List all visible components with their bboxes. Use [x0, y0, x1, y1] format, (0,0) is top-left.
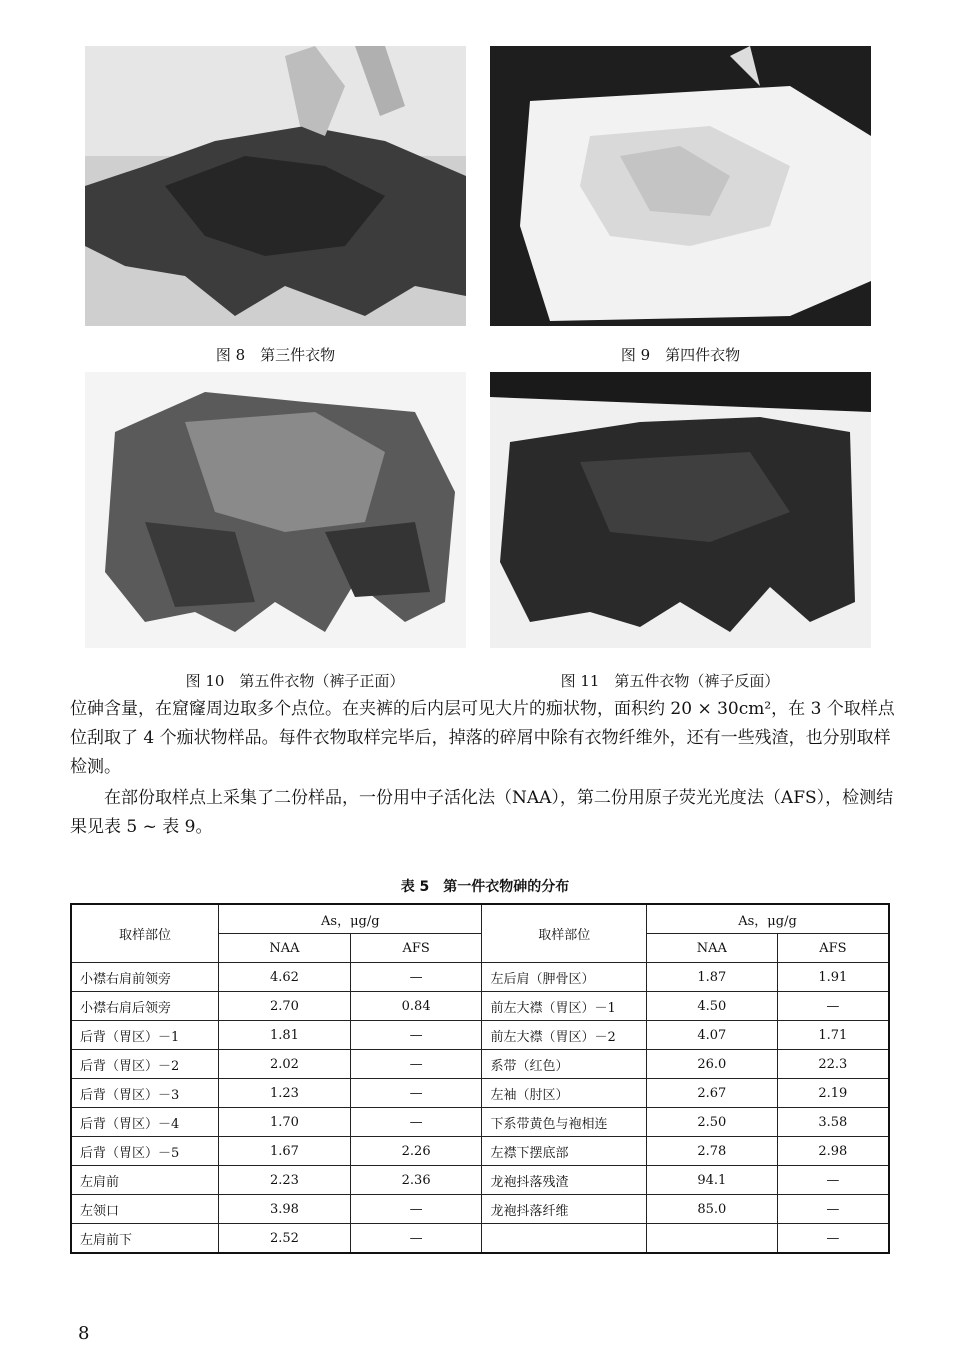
cell-naa: 85.0 [647, 1195, 778, 1224]
cell-afs: — [350, 1108, 482, 1137]
header-afs-right: AFS [777, 934, 889, 963]
cell-location: 龙袍抖落纤维 [482, 1195, 647, 1224]
header-as-right: As，μg/g [647, 904, 889, 934]
body-text [70, 695, 900, 842]
cell-naa: 3.98 [219, 1195, 351, 1224]
cell-location: 下系带黄色与袍相连 [482, 1108, 647, 1137]
table-row [71, 1166, 889, 1195]
cell-naa: 94.1 [647, 1166, 778, 1195]
cell-naa [647, 1224, 778, 1254]
header-as-left: As，μg/g [219, 904, 482, 934]
figure-11-caption: 图 11 第五件衣物（裤子反面） [560, 672, 780, 690]
cell-naa: 1.87 [647, 963, 778, 992]
figure-9-caption: 图 9 第四件衣物 [620, 346, 741, 364]
figure-8-caption: 图 8 第三件衣物 [215, 346, 336, 364]
cell-afs: 0.84 [350, 992, 482, 1021]
table-row [71, 1050, 889, 1079]
paragraph-1: 位砷含量，在窟窿周边取多个点位。在夹裤的后内层可见大片的痂状物，面积约 20 × 30cm²，在 3 个取样点位刮取了 4 个痂状物样品。每件衣物取样完毕后，掉落的碎屑中除有衣物纤维外，还有一些残渣，也分别取样检测。 [70, 699, 895, 777]
cell-location: 龙袍抖落残渣 [482, 1166, 647, 1195]
cell-naa: 2.50 [647, 1108, 778, 1137]
table-row [71, 963, 889, 992]
figure-10-photo [85, 372, 466, 648]
cell-location: 左袖（肘区） [482, 1079, 647, 1108]
table-row [71, 1195, 889, 1224]
cell-naa: 4.50 [647, 992, 778, 1021]
cell-afs: — [350, 1050, 482, 1079]
cell-afs: — [350, 1224, 482, 1254]
cell-location: 后背（胃区）－1 [71, 1021, 219, 1050]
cell-afs: 3.58 [777, 1108, 889, 1137]
cell-afs: 2.36 [350, 1166, 482, 1195]
figure-9-photo [490, 46, 871, 326]
arsenic-table [70, 903, 890, 1254]
cell-naa: 4.62 [219, 963, 351, 992]
cell-afs: — [350, 1079, 482, 1108]
table-row [71, 992, 889, 1021]
cell-naa: 2.52 [219, 1224, 351, 1254]
cell-naa: 1.70 [219, 1108, 351, 1137]
table-row [71, 1108, 889, 1137]
cell-afs: — [777, 1224, 889, 1254]
figure-8-photo [85, 46, 466, 326]
cell-naa: 1.23 [219, 1079, 351, 1108]
cell-afs: 2.19 [777, 1079, 889, 1108]
paragraph-2: 在部份取样点上采集了二份样品，一份用中子活化法（NAA），第二份用原子荧光光度法（AFS），检测结果见表 5 ~ 表 9。 [70, 788, 894, 837]
cell-location [482, 1224, 647, 1254]
cell-location: 左肩前 [71, 1166, 219, 1195]
table-row [71, 1137, 889, 1166]
cell-afs: — [350, 1195, 482, 1224]
cell-location: 后背（胃区）－2 [71, 1050, 219, 1079]
cell-naa: 1.67 [219, 1137, 351, 1166]
cell-location: 左肩前下 [71, 1224, 219, 1254]
cell-naa: 26.0 [647, 1050, 778, 1079]
cell-location: 左后肩（胛骨区） [482, 963, 647, 992]
figure-11-photo [490, 372, 871, 648]
cell-afs: 2.26 [350, 1137, 482, 1166]
cell-naa: 2.23 [219, 1166, 351, 1195]
cell-location: 小襟右肩后领旁 [71, 992, 219, 1021]
cell-afs: — [350, 1021, 482, 1050]
cell-location: 后背（胃区）－3 [71, 1079, 219, 1108]
cell-naa: 1.81 [219, 1021, 351, 1050]
page-number: 8 [78, 1323, 90, 1344]
table-title: 表 5 第一件衣物砷的分布 [400, 879, 570, 895]
table-row [71, 1021, 889, 1050]
cell-location: 前左大襟（胃区）－2 [482, 1021, 647, 1050]
cell-location: 左领口 [71, 1195, 219, 1224]
cell-location: 左襟下摆底部 [482, 1137, 647, 1166]
cell-naa: 2.78 [647, 1137, 778, 1166]
cell-afs: — [350, 963, 482, 992]
table-row [71, 1079, 889, 1108]
figure-10-caption: 图 10 第五件衣物（裤子正面） [185, 672, 405, 690]
header-naa-right: NAA [647, 934, 778, 963]
cell-afs: 1.71 [777, 1021, 889, 1050]
cell-afs: — [777, 1166, 889, 1195]
cell-location: 前左大襟（胃区）－1 [482, 992, 647, 1021]
cell-afs: 1.91 [777, 963, 889, 992]
cell-afs: 2.98 [777, 1137, 889, 1166]
cell-afs: 22.3 [777, 1050, 889, 1079]
header-location-left: 取样部位 [71, 904, 219, 963]
table-row [71, 1224, 889, 1254]
cell-afs: — [777, 992, 889, 1021]
header-location-right: 取样部位 [482, 904, 647, 963]
cell-location: 后背（胃区）－4 [71, 1108, 219, 1137]
cell-naa: 2.02 [219, 1050, 351, 1079]
cell-location: 系带（红色） [482, 1050, 647, 1079]
cell-location: 后背（胃区）－5 [71, 1137, 219, 1166]
cell-naa: 2.70 [219, 992, 351, 1021]
cell-afs: — [777, 1195, 889, 1224]
cell-naa: 4.07 [647, 1021, 778, 1050]
header-afs-left: AFS [350, 934, 482, 963]
cell-naa: 2.67 [647, 1079, 778, 1108]
header-naa-left: NAA [219, 934, 351, 963]
cell-location: 小襟右肩前领旁 [71, 963, 219, 992]
